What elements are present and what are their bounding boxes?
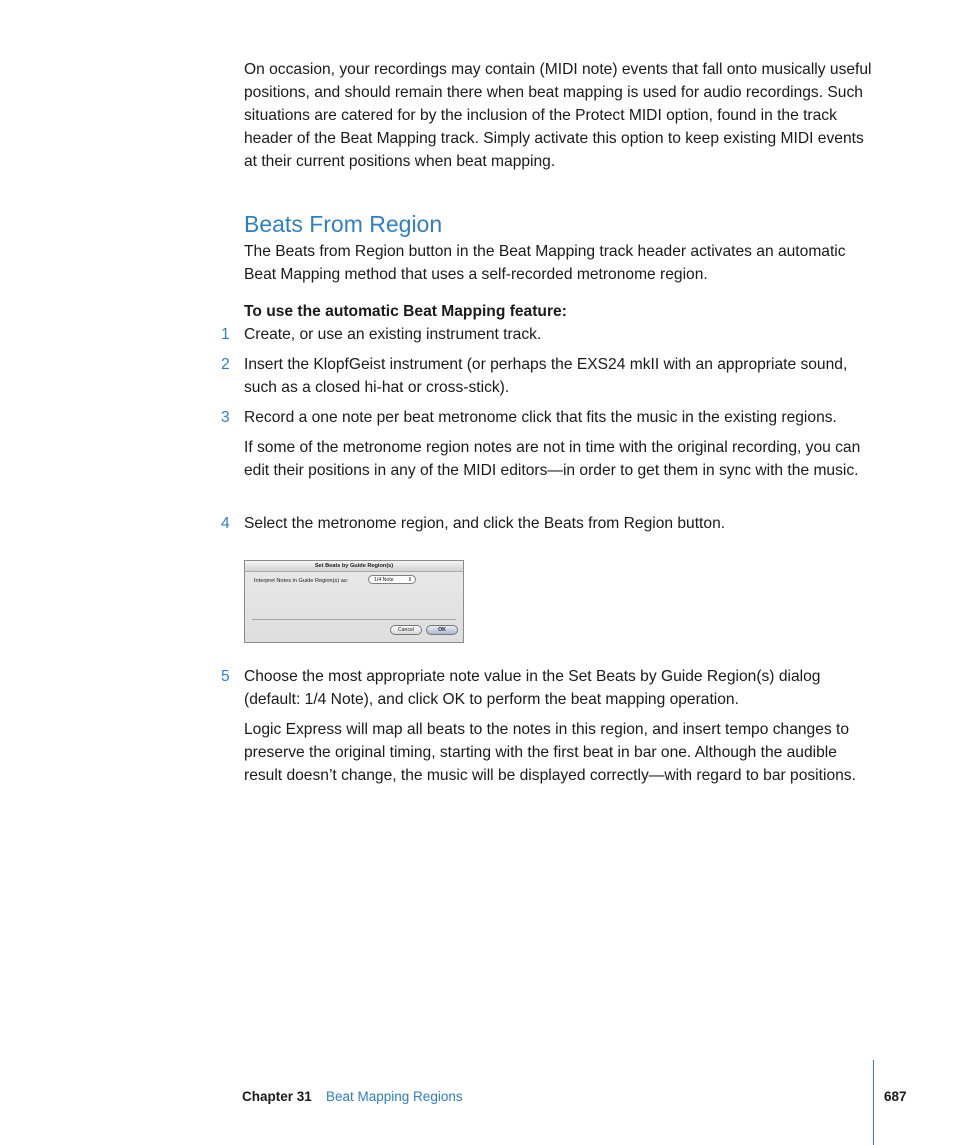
step-text: Insert the KlopfGeist instrument (or perhaps the EXS24 mkII with an appropriate sound, such as a closed hi-hat or cross-stick). [244, 356, 848, 396]
ok-button[interactable]: OK [426, 625, 458, 635]
cancel-button[interactable]: Cancel [390, 625, 422, 635]
set-beats-dialog-image [244, 560, 464, 643]
section-heading: Beats From Region [244, 211, 443, 237]
page-number: 687 [884, 1089, 907, 1104]
step-number: 5 [221, 668, 230, 685]
note-value-selected: 1/4 Note [374, 577, 394, 583]
step-1 [221, 323, 874, 346]
footer-chapter: Chapter 31 [242, 1089, 312, 1104]
dialog-separator [252, 619, 456, 620]
task-title: To use the automatic Beat Mapping feature: [244, 303, 567, 320]
updown-arrows-icon: ⇕ [407, 577, 412, 583]
footer-divider [873, 1060, 874, 1145]
step-3 [221, 406, 874, 429]
step-5-note: Logic Express will map all beats to the notes in this region, and insert tempo changes to preserve the original timing, starting with the first beat in bar one. Although the audible result doesn’t change, the music will be displayed correctly—with regard to bar positions. [244, 721, 856, 784]
step-4 [221, 512, 874, 535]
step-2 [221, 353, 874, 399]
step-5 [221, 665, 874, 711]
dialog-label: Interpret Notes in Guide Region(s) as: [254, 578, 349, 584]
step-number: 3 [221, 409, 230, 426]
note-value-select[interactable] [368, 575, 416, 584]
step-number: 4 [221, 515, 230, 532]
step-text: Select the metronome region, and click the Beats from Region button. [244, 515, 726, 532]
section-description: The Beats from Region button in the Beat Mapping track header activates an automatic Beat Mapping method that uses a self-recorded metronome region. [244, 243, 846, 283]
step-text: Choose the most appropriate note value in the Set Beats by Guide Region(s) dialog (default: 1/4 Note), and click OK to perform the beat mapping operation. [244, 668, 821, 708]
step-text: Create, or use an existing instrument track. [244, 326, 542, 343]
step-3-note: If some of the metronome region notes are not in time with the original recording, you can edit their positions in any of the MIDI editors—in order to get them in sync with the music. [244, 439, 861, 479]
step-number: 1 [221, 326, 230, 343]
dialog-title: Set Beats by Guide Region(s) [245, 561, 463, 572]
step-number: 2 [221, 356, 230, 373]
step-text: Record a one note per beat metronome click that fits the music in the existing regions. [244, 409, 837, 426]
footer-chapter-title: Beat Mapping Regions [326, 1089, 463, 1104]
intro-paragraph: On occasion, your recordings may contain (MIDI note) events that fall onto musically useful positions, and should remain there when beat mapping is used for audio recordings. Such situations are catered for by the inclusion of the Protect MIDI option, found in the track header of the Beat Mapping track. Simply activate this option to keep existing MIDI events at their current positions when beat mapping. [244, 61, 872, 170]
